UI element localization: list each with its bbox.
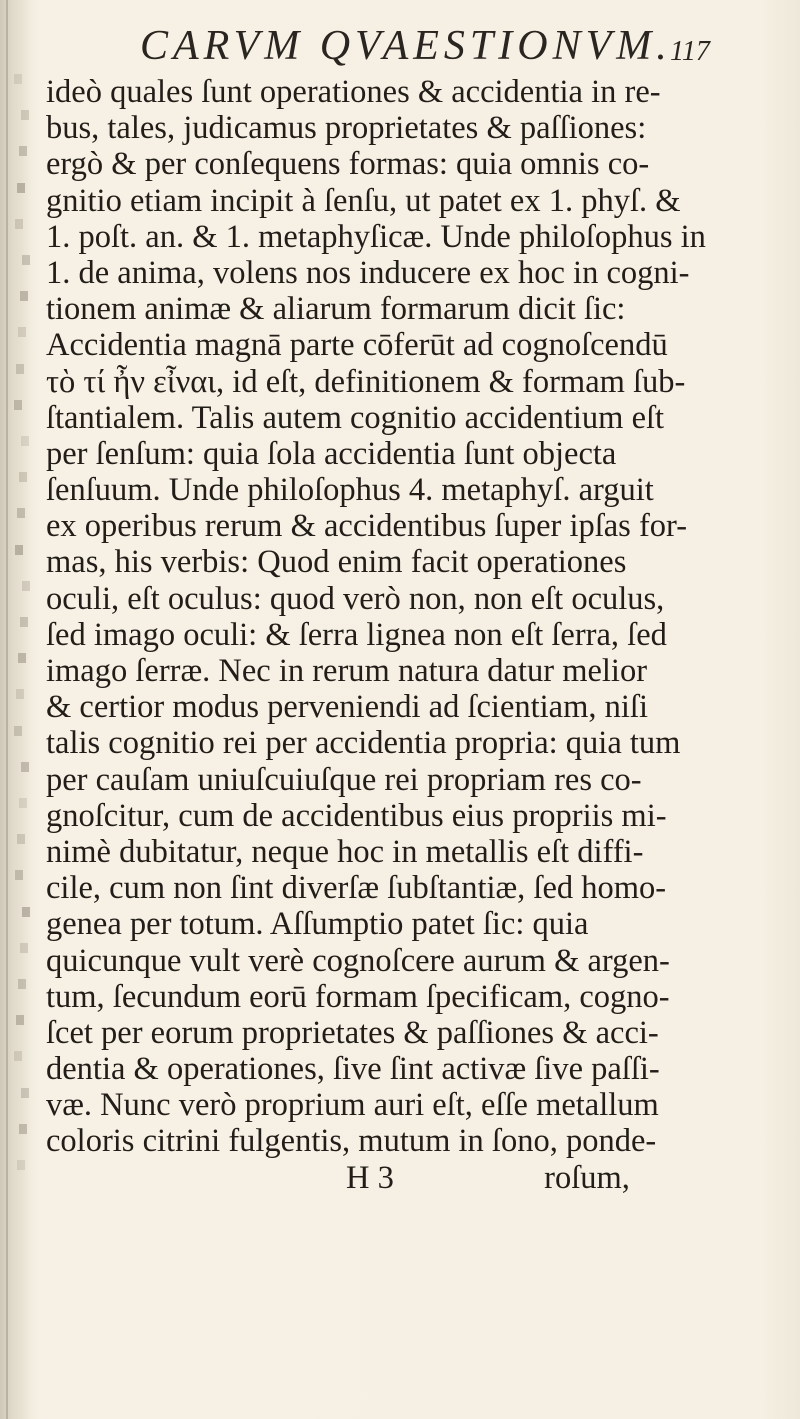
text-line: & certior modus perveniendi ad ſcientiam, niſi xyxy=(46,689,648,726)
margin-speck xyxy=(14,1051,22,1061)
margin-speck xyxy=(15,870,23,880)
catchword: roſum, xyxy=(544,1159,630,1196)
text-line: bus, tales, judicamus proprietates & paſſiones: xyxy=(46,110,647,147)
page-header xyxy=(140,22,720,82)
text-line: imago ſerræ. Nec in rerum natura datur melior xyxy=(46,653,648,689)
margin-speck xyxy=(20,943,28,953)
margin-speck xyxy=(20,291,28,301)
margin-speck xyxy=(18,653,26,663)
text-line: coloris citrini fulgentis, mutum in ſono, ponde- xyxy=(46,1123,657,1160)
margin-speck xyxy=(17,834,25,844)
margin-speck xyxy=(22,581,30,591)
margin-speck xyxy=(22,907,30,917)
margin-speck xyxy=(22,255,30,265)
text-line: tionem animæ & aliarum formarum dicit ſic: xyxy=(46,291,626,328)
margin-speck xyxy=(17,508,25,518)
text-line: 1. poſt. an. & 1. metaphyſicæ. Unde philoſophus in xyxy=(46,218,706,255)
text-line: ſenſuum. Unde philoſophus 4. metaphyſ. arguit xyxy=(46,472,654,509)
text-line: ideò quales ſunt operationes & accidentia in re- xyxy=(46,74,661,110)
margin-speck xyxy=(17,1160,25,1170)
margin-speck xyxy=(16,689,24,699)
text-line: væ. Nunc verò proprium auri eſt, eſſe metallum xyxy=(46,1087,659,1124)
text-line: per ſenſum: quia ſola accidentia ſunt objecta xyxy=(46,435,617,472)
text-line: gnitio etiam incipit à ſenſu, ut patet ex 1. phyſ. & xyxy=(46,182,681,219)
text-line: ſed imago oculi: & ſerra lignea non eſt ſerra, ſed xyxy=(46,616,667,653)
margin-speck xyxy=(19,1124,27,1134)
margin-speck xyxy=(15,219,23,229)
margin-speck xyxy=(20,617,28,627)
running-head: CARVM QVAESTIONVM. xyxy=(140,23,672,69)
text-line: ergò & per conſequens formas: quia omnis co- xyxy=(46,146,650,183)
margin-speck xyxy=(21,1088,29,1098)
margin-speck xyxy=(17,183,25,193)
signature-line xyxy=(46,1160,760,1196)
text-line: dentia & operationes, ſive ſint activæ ſive paſſi- xyxy=(46,1051,660,1088)
margin-speck xyxy=(16,364,24,374)
margin-speck xyxy=(14,726,22,736)
text-line: tum, ſecundum eorū formam ſpecificam, cogno- xyxy=(46,978,670,1015)
margin-speck xyxy=(18,327,26,337)
text-line: quicunque vult verè cognoſcere aurum & argen- xyxy=(46,942,670,979)
text-line: mas, his verbis: Quod enim facit operationes xyxy=(46,544,627,581)
margin-speck xyxy=(21,762,29,772)
text-line: cile, cum non ſint diverſæ ſubſtantiæ, ſed homo- xyxy=(46,870,667,907)
text-line: gnoſcitur, cum de accidentibus eius propriis mi- xyxy=(46,797,667,834)
margin-speck xyxy=(18,979,26,989)
text-line: talis cognitio rei per accidentia propria: quia tum xyxy=(46,725,681,762)
margin-speck xyxy=(21,436,29,446)
text-line: genea per totum. Aſſumptio patet ſic: quia xyxy=(46,906,589,943)
margin-speck xyxy=(19,798,27,808)
margin-marks xyxy=(14,60,36,1320)
margin-speck xyxy=(14,400,22,410)
text-line: ſtantialem. Talis autem cognitio accidentium eſt xyxy=(46,399,665,436)
text-line: per cauſam uniuſcuiuſque rei propriam res co- xyxy=(46,761,642,798)
text-line: 1. de anima, volens nos inducere ex hoc in cogni- xyxy=(46,254,690,291)
binding-edge xyxy=(6,0,8,1419)
text-line: nimè dubitatur, neque hoc in metallis eſt diffi- xyxy=(46,833,644,870)
margin-speck xyxy=(15,545,23,555)
text-line: τὸ τί ἦν εἶναι, id eſt, definitionem & formam ſub- xyxy=(46,363,686,400)
text-line: oculi, eſt oculus: quod verò non, non eſt oculus, xyxy=(46,580,665,617)
margin-speck xyxy=(16,1015,24,1025)
text-line: ex operibus rerum & accidentibus ſuper ipſas for- xyxy=(46,508,688,545)
signature-mark: H 3 xyxy=(346,1159,394,1196)
margin-speck xyxy=(19,472,27,482)
body-text xyxy=(46,74,760,1196)
margin-speck xyxy=(21,110,29,120)
text-line: ſcet per eorum proprietates & paſſiones & acci- xyxy=(46,1014,659,1051)
text-line: Accidentia magnā parte cōferūt ad cognoſcendū xyxy=(46,327,668,364)
margin-speck xyxy=(19,146,27,156)
page-number: 117 xyxy=(670,36,710,67)
margin-speck xyxy=(14,74,22,84)
